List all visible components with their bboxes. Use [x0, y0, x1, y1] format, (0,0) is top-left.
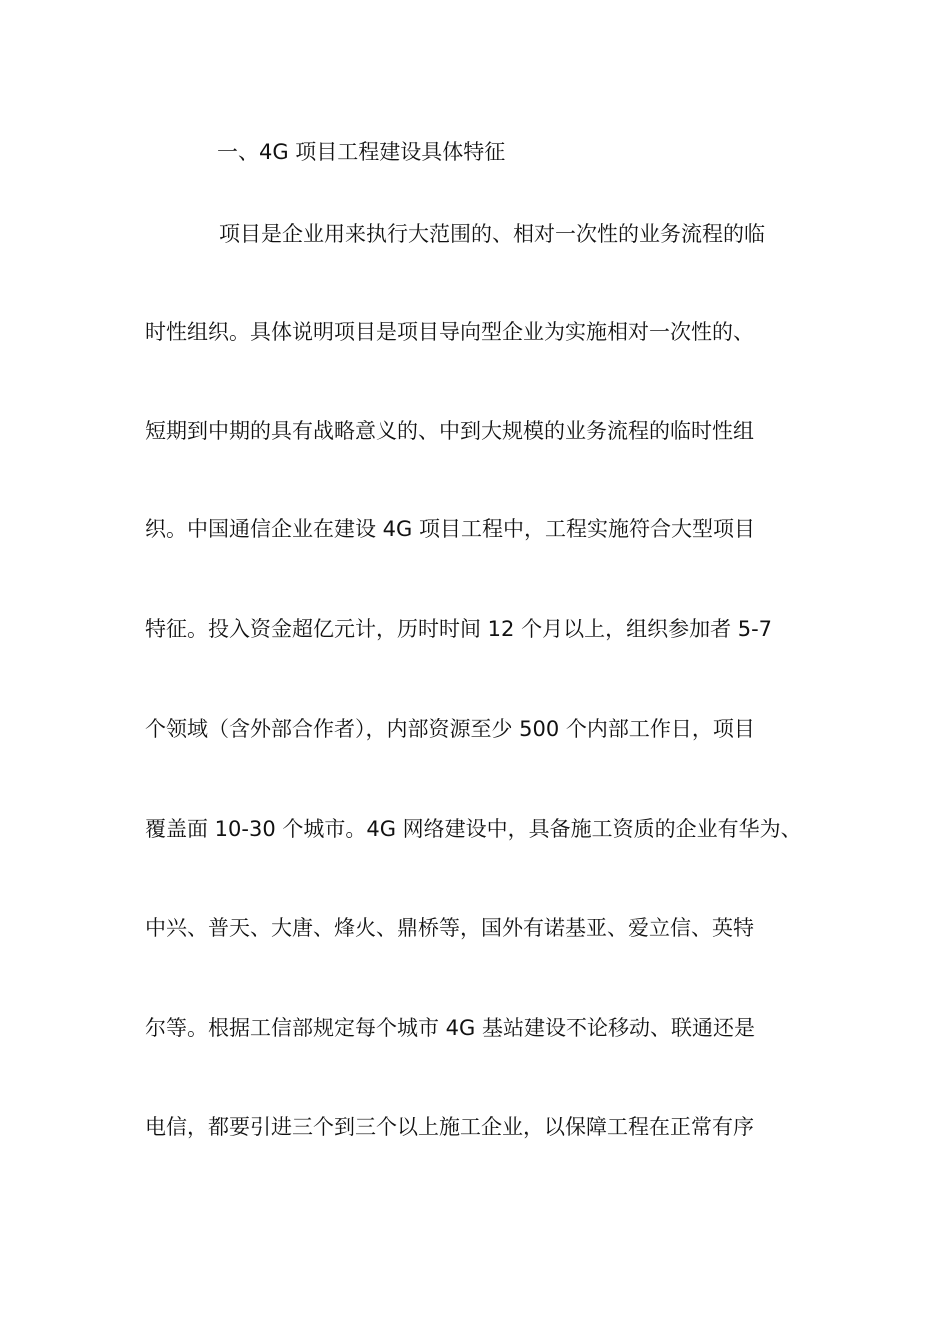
- paragraph-line: 尔等。根据工信部规定每个城市 4G 基站建设不论移动、联通还是: [145, 1016, 755, 1040]
- paragraph-line: 织。中国通信企业在建设 4G 项目工程中，工程实施符合大型项目: [145, 517, 755, 541]
- paragraph-line: 项目是企业用来执行大范围的、相对一次性的业务流程的临: [219, 222, 765, 246]
- section-heading: 一、4G 项目工程建设具体特征: [217, 140, 506, 164]
- paragraph-line: 时性组织。具体说明项目是项目导向型企业为实施相对一次性的、: [145, 320, 754, 344]
- paragraph-line: 覆盖面 10-30 个城市。4G 网络建设中，具备施工资质的企业有华为、: [145, 817, 802, 841]
- paragraph-line: 短期到中期的具有战略意义的、中到大规模的业务流程的临时性组: [145, 419, 754, 443]
- paragraph-line: 电信，都要引进三个到三个以上施工企业，以保障工程在正常有序: [145, 1115, 754, 1139]
- paragraph-line: 特征。投入资金超亿元计，历时时间 12 个月以上，组织参加者 5-7: [145, 617, 773, 641]
- paragraph-line: 中兴、普天、大唐、烽火、鼎桥等，国外有诺基亚、爱立信、英特: [145, 916, 754, 940]
- paragraph-line: 个领域（含外部合作者），内部资源至少 500 个内部工作日，项目: [145, 717, 755, 741]
